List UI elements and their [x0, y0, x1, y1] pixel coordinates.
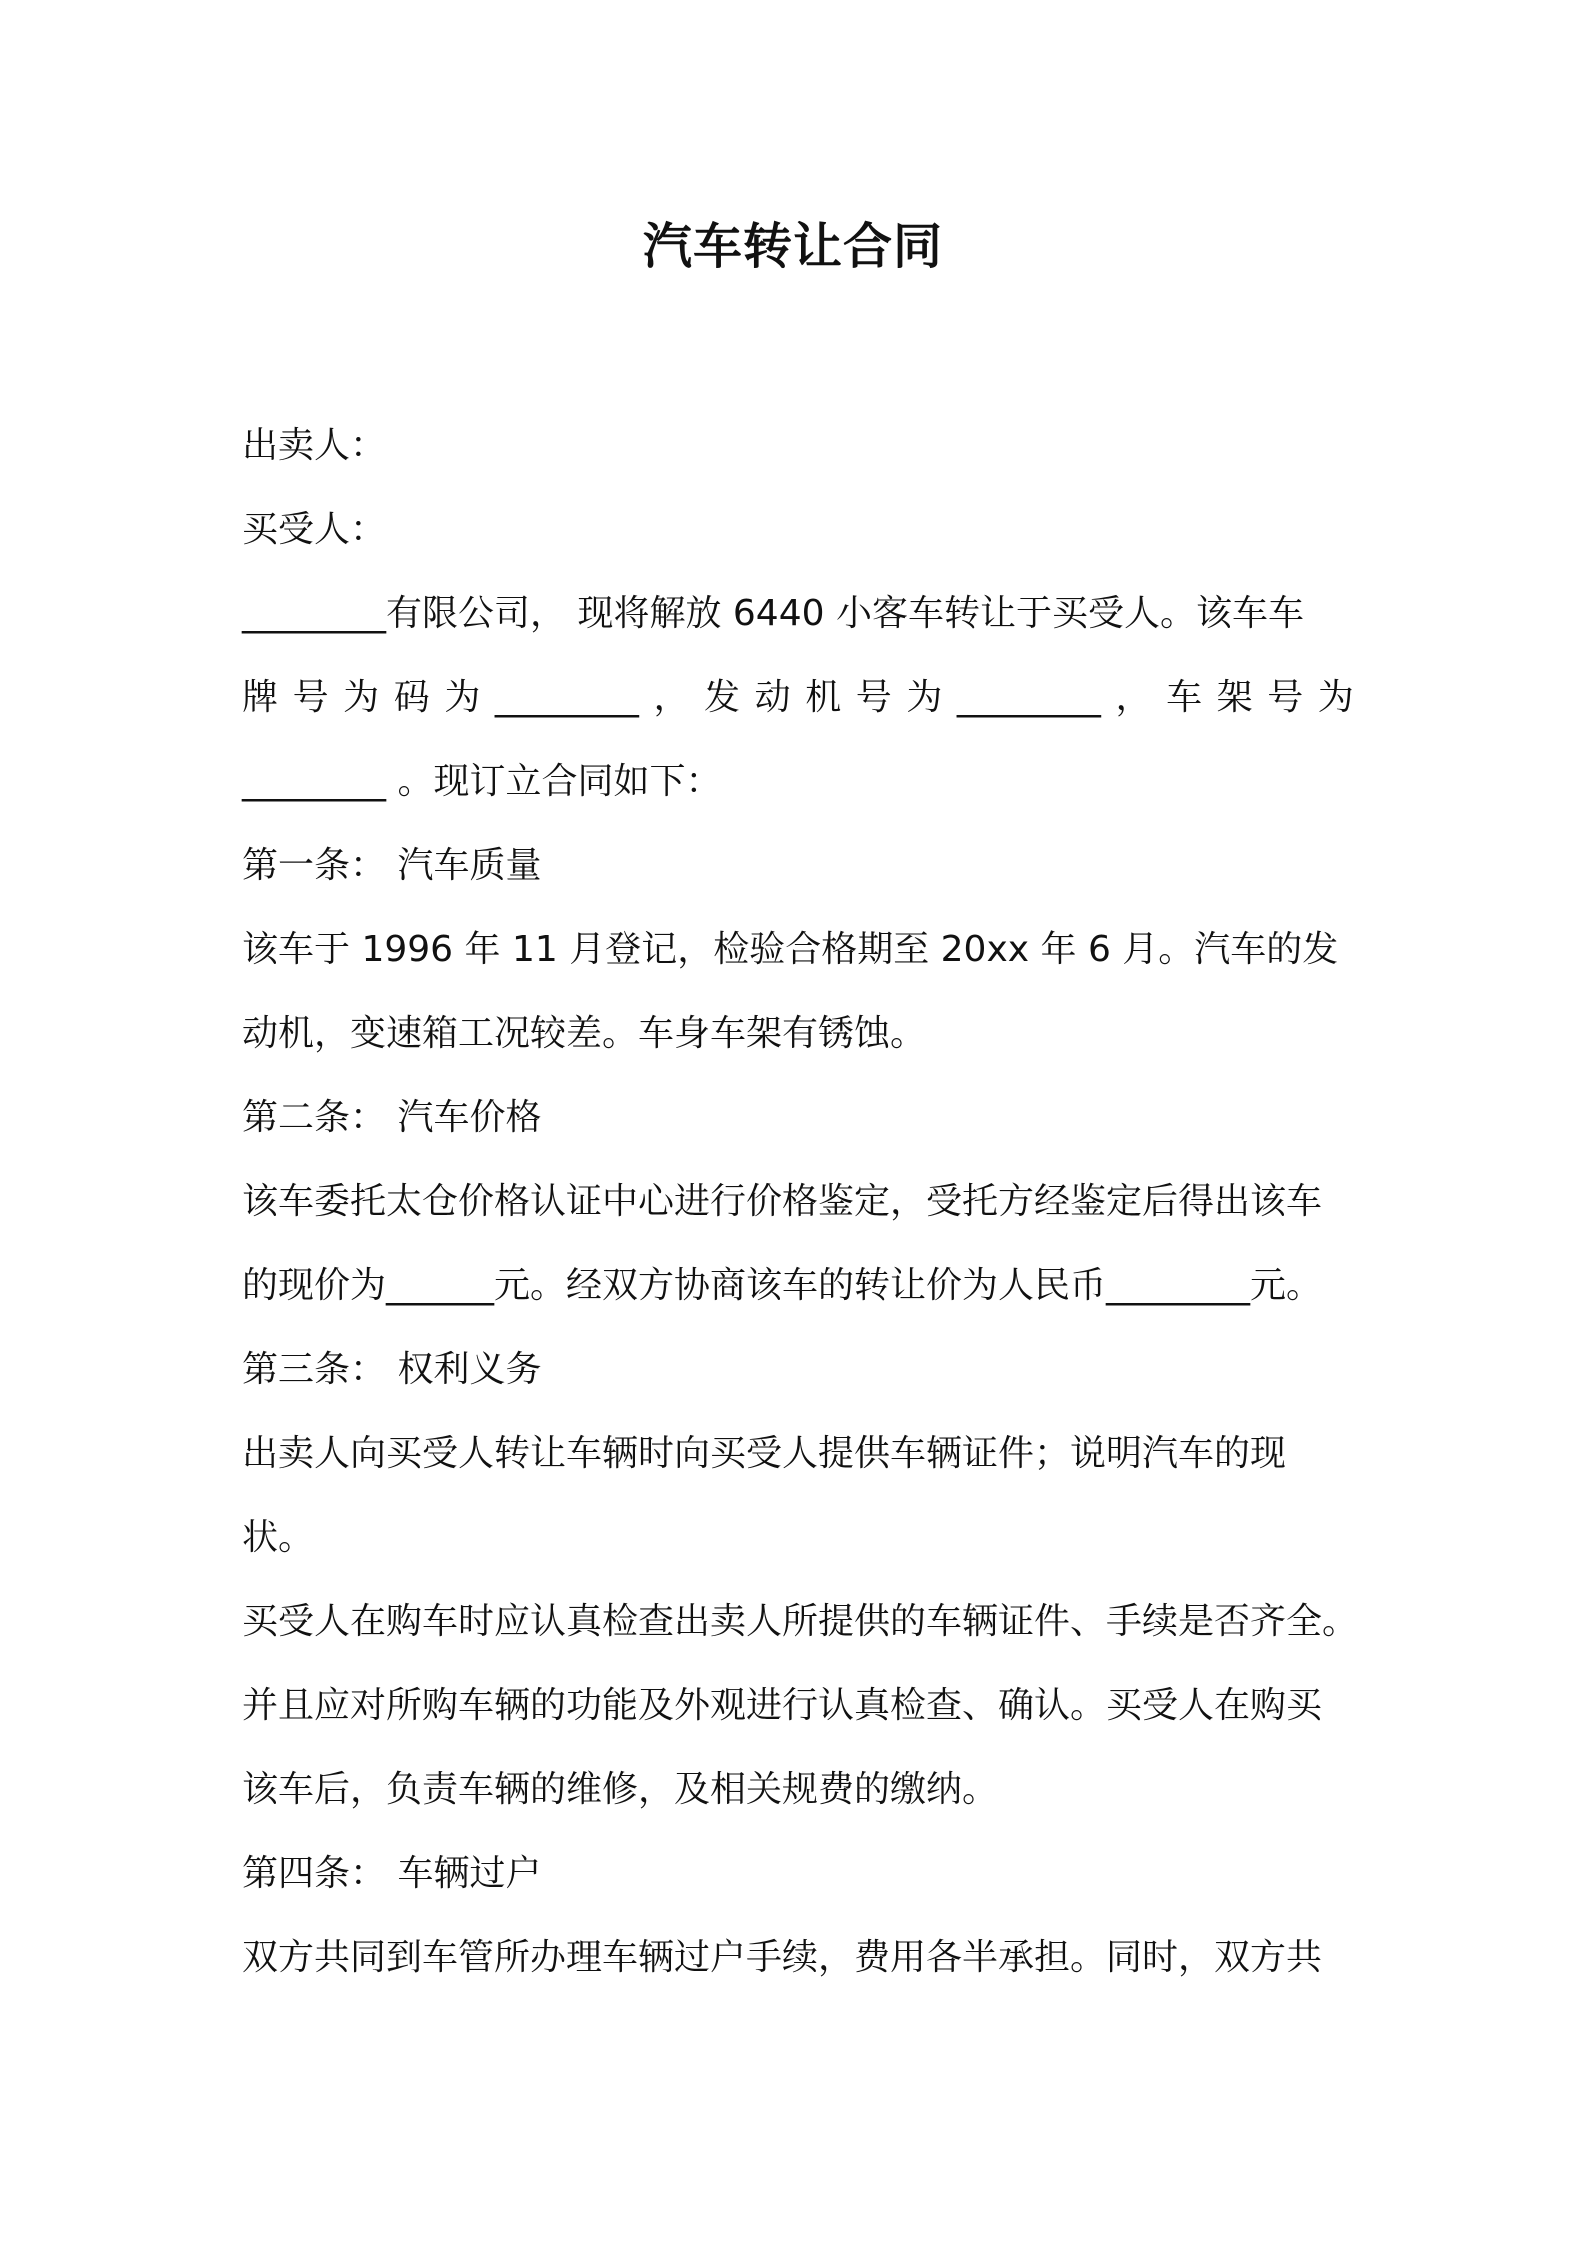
paragraph-line: 该车后，负责车辆的维修，及相关规费的缴纳。: [242, 1769, 999, 1810]
word: ，: [1115, 677, 1152, 718]
word: 为: [343, 677, 380, 718]
word: 动: [754, 677, 791, 718]
blank-field: ________: [494, 677, 639, 718]
word: 架: [1216, 677, 1253, 718]
document-body: [242, 404, 1359, 2000]
word: 码: [393, 677, 430, 718]
word: 车: [1166, 677, 1203, 718]
word: 牌: [242, 677, 279, 718]
paragraph-line: ________有限公司， 现将解放 6440 小客车转让于买受人。该车车: [242, 593, 1304, 634]
section-heading: 第四条： 车辆过户: [242, 1853, 542, 1894]
word: ，: [653, 677, 690, 718]
paragraph-line: 双方共同到车管所办理车辆过户手续，费用各半承担。同时，双方共: [242, 1937, 1323, 1978]
word: 发: [704, 677, 741, 718]
paragraph-line: 买受人在购车时应认真检查出卖人所提供的车辆证件、手续是否齐全。: [242, 1601, 1359, 1642]
word: 为: [1317, 677, 1354, 718]
paragraph-line: ________ 。现订立合同如下：: [242, 761, 722, 802]
word: 号: [855, 677, 892, 718]
word: 号: [1267, 677, 1304, 718]
paragraph-line: 动机，变速箱工况较差。车身车架有锈蚀。: [242, 1013, 927, 1054]
section-heading: 第三条： 权利义务: [242, 1349, 542, 1390]
blank-field: ________: [956, 677, 1101, 718]
document-title: 汽车转让合同: [642, 218, 943, 275]
word: 为: [906, 677, 943, 718]
paragraph-line: 状。: [242, 1517, 315, 1558]
word: 为: [444, 677, 481, 718]
word: 号: [292, 677, 329, 718]
word: 机: [805, 677, 842, 718]
paragraph-line: 出卖人向买受人转让车辆时向买受人提供车辆证件；说明汽车的现: [242, 1433, 1287, 1474]
paragraph-line: 的现价为______元。经双方协商该车的转让价为人民币________元。: [242, 1265, 1323, 1306]
justified-line: [242, 656, 1354, 740]
section-heading: 第一条： 汽车质量: [242, 845, 542, 886]
buyer-line: 买受人：: [242, 509, 387, 550]
paragraph-line: 该车委托太仓价格认证中心进行价格鉴定，受托方经鉴定后得出该车: [242, 1181, 1323, 1222]
paragraph-line: 该车于 1996 年 11 月登记，检验合格期至 20xx 年 6 月。汽车的发: [242, 929, 1339, 970]
section-heading: 第二条： 汽车价格: [242, 1097, 542, 1138]
seller-line: 出卖人：: [242, 425, 387, 466]
paragraph-line: 并且应对所购车辆的功能及外观进行认真检查、确认。买受人在购买: [242, 1685, 1323, 1726]
